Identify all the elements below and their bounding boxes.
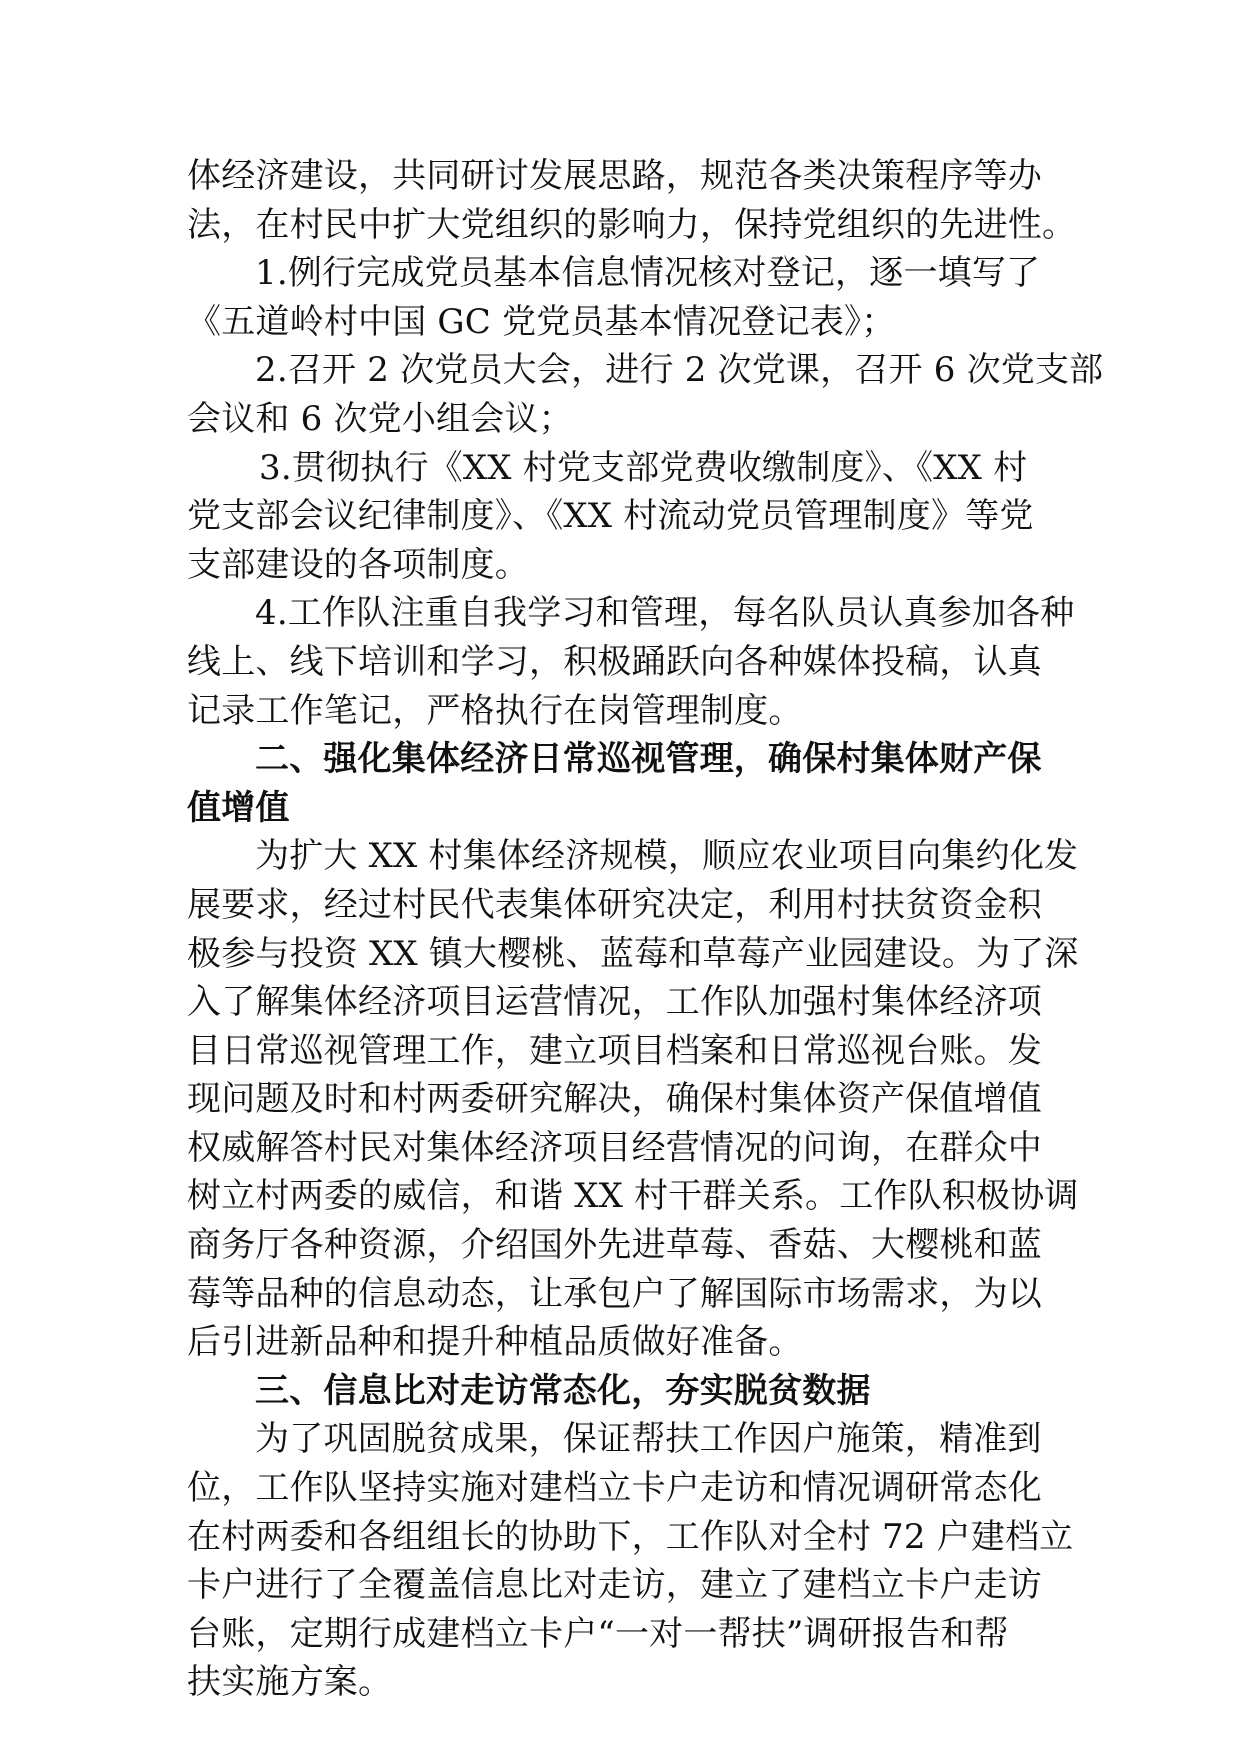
- document-body: [187, 152, 1104, 1707]
- paragraph-line: 莓等品种的信息动态，让承包户了解国际市场需求，为以: [187, 1273, 1042, 1314]
- list-item-3-cont: 党支部会议纪律制度》、《XX 村流动党员管理制度》等党: [187, 496, 1034, 537]
- list-item-1-cont: 《五道岭村中国 GC 党党员基本情况登记表》；: [187, 301, 896, 342]
- paragraph-line: 位，工作队坚持实施对建档立卡户走访和情况调研常态化: [187, 1468, 1042, 1509]
- paragraph-line: 体经济建设，共同研讨发展思路，规范各类决策程序等办: [187, 156, 1042, 196]
- paragraph-line: 卡户进行了全覆盖信息比对走访，建立了建档立卡户走访: [187, 1565, 1042, 1606]
- section-heading-2: 二、强化集体经济日常巡视管理，确保村集体财产保: [255, 739, 1042, 780]
- paragraph-line: 商务厅各种资源，介绍国外先进草莓、香菇、大樱桃和蓝: [187, 1225, 1042, 1266]
- paragraph-line: 后引进新品种和提升种植品质做好准备。: [187, 1322, 803, 1363]
- paragraph-line: 极参与投资 XX 镇大樱桃、蓝莓和草莓产业园建设。为了深: [187, 933, 1079, 974]
- list-item-4-cont: 记录工作笔记，严格执行在岗管理制度。: [187, 690, 803, 731]
- paragraph-line: 在村两委和各组组长的协助下，工作队对全村 72 户建档立: [187, 1516, 1074, 1557]
- list-item-1: 1.例行完成党员基本信息情况核对登记，逐一填写了: [255, 253, 1041, 294]
- paragraph-line: 树立村两委的威信，和谐 XX 村干群关系。工作队积极协调: [187, 1176, 1079, 1217]
- list-item-2: 2.召开 2 次党员大会，进行 2 次党课，召开 6 次党支部: [255, 350, 1104, 391]
- list-item-4: 4.工作队注重自我学习和管理，每名队员认真参加各种: [255, 593, 1075, 634]
- paragraph-line: 目日常巡视管理工作，建立项目档案和日常巡视台账。发: [187, 1030, 1042, 1071]
- paragraph-line: 现问题及时和村两委研究解决，确保村集体资产保值增值: [187, 1079, 1042, 1120]
- paragraph-line: 法，在村民中扩大党组织的影响力，保持党组织的先进性。: [187, 204, 1077, 245]
- paragraph-line: 台账，定期行成建档立卡户“一对一帮扶”调研报告和帮: [187, 1613, 1009, 1654]
- paragraph-line: 为扩大 XX 村集体经济规模，顺应农业项目向集约化发: [255, 836, 1079, 877]
- list-item-3-cont: 支部建设的各项制度。: [187, 544, 529, 585]
- section-heading-2-cont: 值增值: [187, 787, 290, 828]
- list-item-3: 3.贯彻执行《XX 村党支部党费收缴制度》、《XX 村: [259, 447, 1028, 488]
- paragraph-line: 扶实施方案。: [187, 1662, 393, 1703]
- list-item-4-cont: 线上、线下培训和学习，积极踊跃向各种媒体投稿，认真: [187, 641, 1042, 682]
- list-item-2-cont: 会议和 6 次党小组会议；: [187, 398, 573, 439]
- paragraph-line: 为了巩固脱贫成果，保证帮扶工作因户施策，精准到: [255, 1419, 1042, 1460]
- section-heading-3: 三、信息比对走访常态化，夯实脱贫数据: [255, 1370, 871, 1411]
- paragraph-line: 入了解集体经济项目运营情况，工作队加强村集体经济项: [187, 982, 1042, 1023]
- paragraph-line: 权威解答村民对集体经济项目经营情况的问询，在群众中: [187, 1127, 1042, 1168]
- paragraph-line: 展要求，经过村民代表集体研究决定，利用村扶贫资金积: [187, 884, 1042, 925]
